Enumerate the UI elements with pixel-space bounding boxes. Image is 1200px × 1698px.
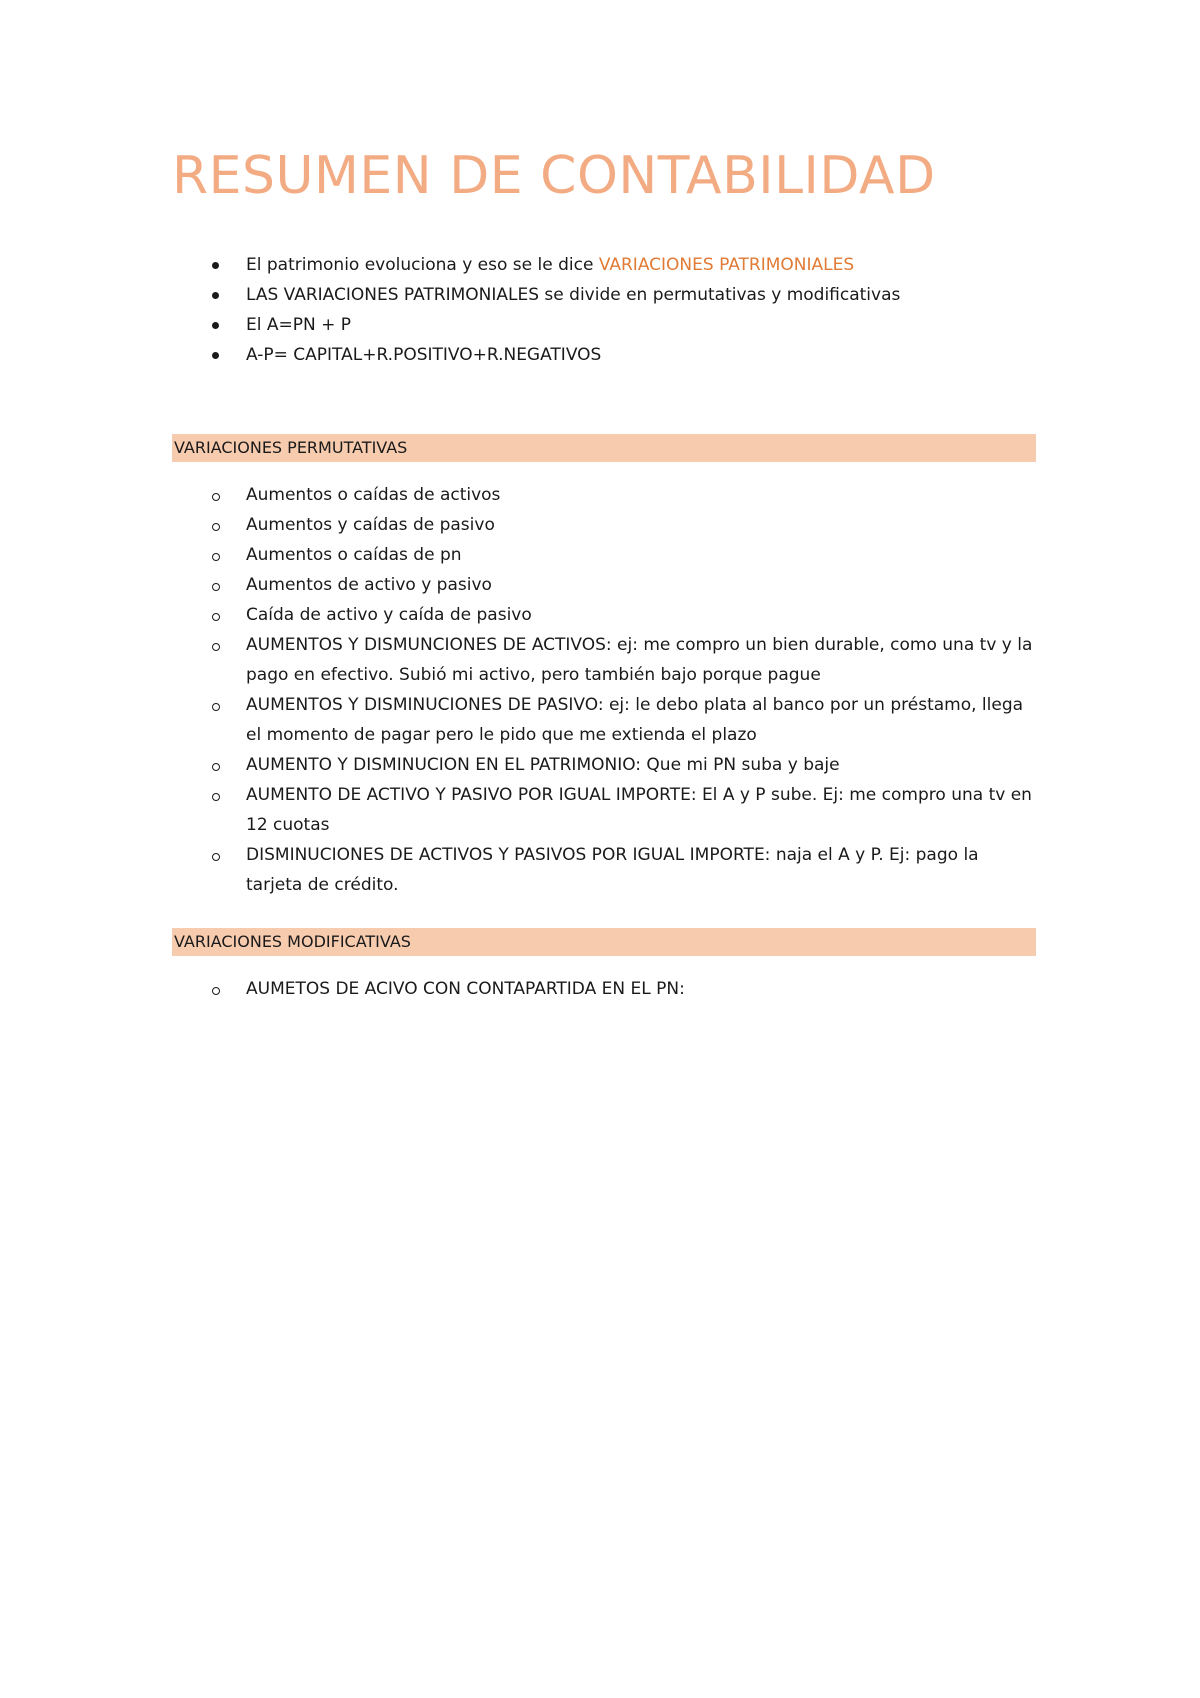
circle-bullet-icon (212, 763, 220, 771)
permutativas-list (172, 480, 1036, 900)
list-item (172, 750, 1036, 780)
circle-bullet-icon (212, 987, 220, 995)
list-item (172, 974, 1036, 1004)
list-item (172, 600, 1036, 630)
list-item-text: AUMENTOS Y DISMUNCIONES DE ACTIVOS: ej: me compro un bien durable, como una tv y la pago en efectivo. Subió mi activo, pero también bajo porque pague (246, 635, 1033, 685)
intro-bullet-item (172, 250, 1036, 280)
list-item (172, 780, 1036, 840)
circle-bullet-icon (212, 703, 220, 711)
list-item-text: AUMENTOS Y DISMINUCIONES DE PASIVO: ej: le debo plata al banco por un préstamo, llega el momento de pagar pero le pido que me extienda el plazo (246, 695, 1024, 745)
bullet-dot-icon (212, 262, 219, 269)
list-item (172, 690, 1036, 750)
list-item-text: Aumentos de activo y pasivo (246, 575, 492, 595)
list-item (172, 540, 1036, 570)
modificativas-list (172, 974, 1036, 1004)
circle-bullet-icon (212, 493, 220, 501)
circle-bullet-icon (212, 553, 220, 561)
intro-bullet-item (172, 280, 1036, 310)
bullet-dot-icon (212, 352, 219, 359)
list-item (172, 840, 1036, 900)
list-item-text: Aumentos o caídas de activos (246, 485, 501, 505)
intro-bullet-text: LAS VARIACIONES PATRIMONIALES se divide en permutativas y modificativas (246, 285, 901, 305)
list-item (172, 630, 1036, 690)
highlighted-term: VARIACIONES PATRIMONIALES (598, 255, 855, 275)
circle-bullet-icon (212, 583, 220, 591)
intro-bullet-text: A-P= CAPITAL+R.POSITIVO+R.NEGATIVOS (246, 345, 602, 365)
section-heading-permutativas: VARIACIONES PERMUTATIVAS (172, 434, 1036, 462)
bullet-dot-icon (212, 292, 219, 299)
list-item-text: Caída de activo y caída de pasivo (246, 605, 532, 625)
list-item-text: AUMETOS DE ACIVO CON CONTAPARTIDA EN EL PN: (246, 979, 685, 999)
list-item-text: AUMENTO DE ACTIVO Y PASIVO POR IGUAL IMPORTE: El A y P sube. Ej: me compro una tv en 12 cuotas (246, 785, 1032, 835)
intro-bullet-list (172, 250, 1036, 370)
intro-bullet-text: El patrimonio evoluciona y eso se le dice (246, 255, 599, 275)
list-item (172, 510, 1036, 540)
intro-bullet-text: El A=PN + P (246, 315, 352, 335)
list-item-text: Aumentos o caídas de pn (246, 545, 462, 565)
list-item-text: AUMENTO Y DISMINUCION EN EL PATRIMONIO: Que mi PN suba y baje (246, 755, 840, 775)
intro-bullet-item (172, 310, 1036, 340)
bullet-dot-icon (212, 322, 219, 329)
circle-bullet-icon (212, 793, 220, 801)
section-heading-modificativas: VARIACIONES MODIFICATIVAS (172, 928, 1036, 956)
document-content (172, 140, 1036, 1004)
circle-bullet-icon (212, 643, 220, 651)
intro-bullet-item (172, 340, 1036, 370)
list-item-text: DISMINUCIONES DE ACTIVOS Y PASIVOS POR IGUAL IMPORTE: naja el A y P. Ej: pago la tarjeta de crédito. (246, 845, 979, 895)
list-item (172, 480, 1036, 510)
document-title: RESUMEN DE CONTABILIDAD (172, 146, 936, 206)
circle-bullet-icon (212, 853, 220, 861)
circle-bullet-icon (212, 613, 220, 621)
list-item-text: Aumentos y caídas de pasivo (246, 515, 495, 535)
circle-bullet-icon (212, 523, 220, 531)
list-item (172, 570, 1036, 600)
